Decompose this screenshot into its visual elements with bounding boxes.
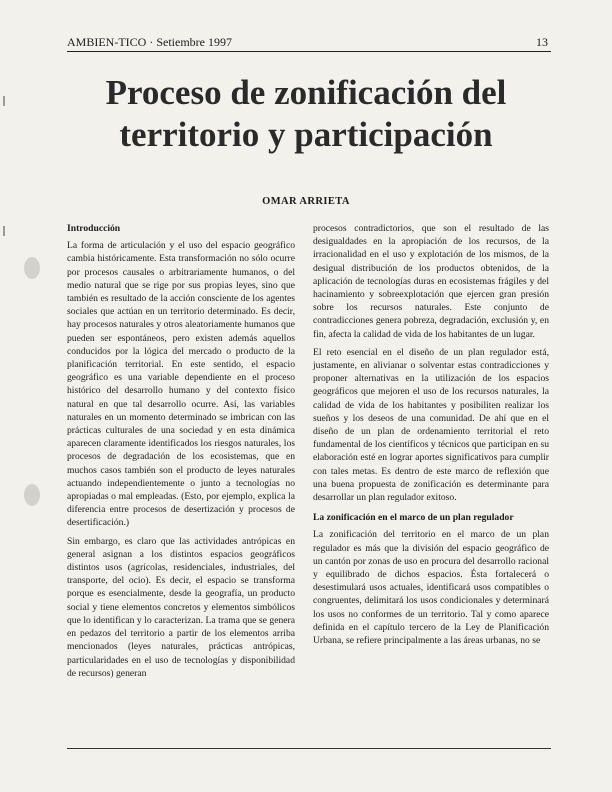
body-paragraph: Sin embargo, es claro que las actividades antrópicas en general asignan a los distintos espacios geográficos distintos usos (agrícolas, residenciales, industriales, del transporte, del ocio). Es decir, el espacio se transforma porque es esencialmente, desde la geografía, un producto social y tiene elementos concretos y elementos simbólicos que lo identifican y lo caracterizan. La trama que se genera en pedazos del territorio a partir de los elementos arriba mencionados (leyes naturales, prácticas antrópicas, particularidades en el uso de tecnologías y disponibilidad de recursos) generan [67, 535, 295, 679]
body-paragraph: La zonificación del territorio en el marco de un plan regulador es más que la división del espacio geográfico de un cantón por zonas de uso en procura del desarrollo racional y equilibrado de dichos espacios. Ésta fortalecerá o desestimulará usos actuales, identificará usos compatibles o congruentes, delimitará los usos condicionales y determinará los usos no conformes de un territorio. Tal y como aparece definida en el capítulo tercero de la Ley de Planificación Urbana, se refiere principalmente a las áreas urbanas, no se [313, 529, 549, 647]
binder-hole [24, 484, 40, 506]
footer-rule [67, 748, 551, 749]
left-column [67, 222, 295, 680]
article-title [40, 72, 572, 156]
body-paragraph: procesos contradictorios, que son el resultado de las desigualdades en la apropiación de los recursos, de la irracionalidad en el uso y explotación de los mismos, de la desigual distribución de los productos obtenidos, de la aplicación de tecnologías duras en ecosistemas frágiles y del hacinamiento y sobreexplotación que ejercen gran presión sobre los recursos naturales. Este conjunto de contradicciones genera pobreza, degradación, exclusión y, en fin, afecta la calidad de vida de los habitantes de un lugar. [313, 223, 549, 340]
section-heading-introduccion: Introducción [67, 223, 121, 234]
header-rule [67, 51, 551, 52]
title-line-1: Proceso de zonificación del [105, 73, 507, 112]
section-heading-zonificacion: La zonificación en el marco de un plan regulador [313, 512, 514, 524]
article-author: OMAR ARRIETA [262, 196, 350, 207]
scan-edge-mark [3, 96, 5, 106]
right-column [313, 222, 549, 647]
body-paragraph: El reto esencial en el diseño de un plan regulador está, justamente, en alivianar o solventar estas contradicciones y proponer alternativas en la utilización de los espacios geográficos que mejoren el uso de los recursos naturales, la calidad de vida de los habitantes y posibiliten realizar los sueños y los deseos de una comunidad. De ahí que en el diseño de un plan de ordenamiento territorial el reto fundamental de los científicos y técnicos que participan en su elaboración esté en lograr aportes significativos para cumplir con tales metas. Es dentro de este marco de reflexión que una buena propuesta de zonificación es determinante para desarrollar un plan regulador exitoso. [313, 346, 549, 504]
binder-hole [24, 257, 40, 279]
running-header-journal: AMBIEN-TICO · Setiembre 1997 [67, 35, 232, 49]
body-paragraph: La forma de articulación y el uso del espacio geográfico cambia históricamente. Esta transformación no sólo ocurre por procesos causales o arbitrariamente humanos, o del medio natural que se rige por sus propias leyes, sino que también es resultado de la acción consciente de los agentes sociales que actúan en un territorio determinado. Es decir, hay procesos naturales y otros aleatoriamente humanos que pueden ser espontáneos, pero existen además aquellos conducidos por la lógica del mercado o producto de la planificación territorial. En este sentido, el espacio geográfico es una variable dependiente en el proceso histórico del desarrollo humano y del contexto físico natural en que tal desarrollo ocurre. Así, las variables naturales en un momento determinado se imbrican con las prácticas culturales de una sociedad y en esta dinámica aparecen claramente identificados los riesgos naturales, los procesos de degradación de los ecosistemas, que en muchos casos también son el producto de leyes naturales actuando independientemente o junto a tecnologías no apropiadas o mal empleadas. (Esto, por ejemplo, explica la diferencia entre procesos de desertización y procesos de desertificación.) [67, 240, 295, 529]
scan-edge-mark [3, 226, 5, 236]
page-number: 13 [536, 35, 548, 49]
title-line-2: territorio y participación [119, 115, 493, 154]
